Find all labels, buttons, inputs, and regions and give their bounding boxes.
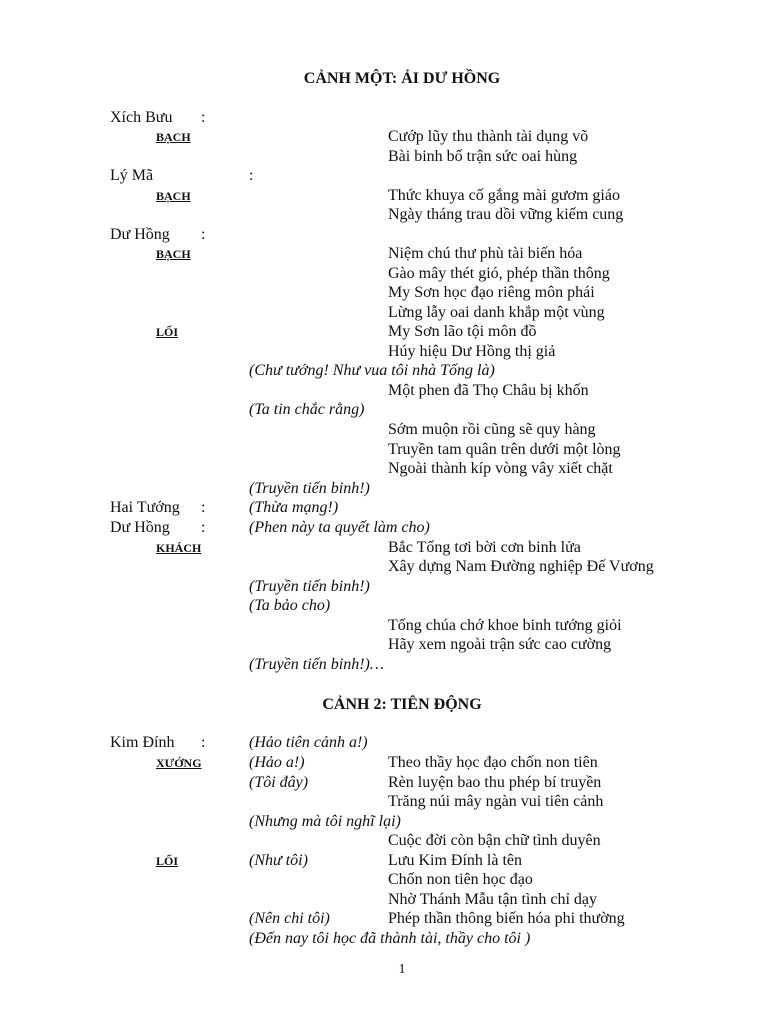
verse-line: Chốn non tiên học đạo — [388, 871, 533, 888]
script-line — [0, 205, 768, 225]
singing-style-tag: BẠCH — [156, 189, 191, 203]
verse-line: Xây dựng Nam Đường nghiệp Đế Vương — [388, 558, 654, 575]
verse-line: Nhờ Thánh Mẫu tận tình chỉ dạy — [388, 891, 598, 908]
spoken-aside: (Ta tin chắc rằng) — [249, 401, 365, 418]
spoken-aside: (Như tôi) — [249, 852, 308, 869]
verse-line: Niệm chú thư phù tài biến hóa — [388, 245, 583, 262]
script-line — [0, 283, 768, 303]
verse-line: Tống chúa chớ khoe binh tướng giỏi — [388, 617, 622, 634]
speaker-name: Dư Hồng — [110, 226, 170, 243]
spoken-aside: (Nhưng mà tôi nghĩ lại) — [249, 813, 401, 830]
script-line — [0, 929, 768, 949]
script-line — [0, 890, 768, 910]
spoken-aside: (Truyền tiến binh!) — [249, 480, 370, 497]
verse-line: Phép thần thông biến hóa phi thường — [388, 910, 625, 927]
spoken-aside: (Hảo tiên cảnh a!) — [249, 734, 368, 751]
script-line — [0, 225, 768, 245]
verse-line: Hãy xem ngoài trận sức cao cường — [388, 636, 612, 653]
speaker-name: Dư Hồng — [110, 519, 170, 536]
verse-line: Rèn luyện bao thu phép bí truyền — [388, 774, 602, 791]
verse-line: Húy hiệu Dư Hồng thị giả — [388, 343, 556, 360]
singing-style-tag: XƯỚNG — [156, 756, 202, 770]
script-line — [0, 342, 768, 362]
verse-line: Gào mây thét gió, phép thần thông — [388, 265, 610, 282]
spoken-aside: (Hảo a!) — [249, 754, 305, 771]
script-line — [0, 812, 768, 832]
script-line — [0, 733, 768, 753]
speaker-name: Lý Mã — [110, 167, 154, 184]
script-line — [0, 538, 768, 558]
verse-line: My Sơn lão tội môn đồ — [388, 323, 537, 340]
script-line — [0, 655, 768, 675]
speaker-name: Hai Tướng — [110, 499, 180, 516]
spoken-aside: (Truyền tiến binh!)… — [249, 656, 385, 673]
script-line — [0, 244, 768, 264]
speaker-colon: : — [201, 499, 206, 516]
verse-line: Cuộc đời còn bận chữ tình duyên — [388, 832, 601, 849]
script-line — [0, 851, 768, 871]
speaker-colon: : — [201, 734, 206, 751]
singing-style-tag: BẠCH — [156, 130, 191, 144]
verse-line: Trăng núi mây ngàn vui tiên cảnh — [388, 793, 604, 810]
verse-line: Lừng lẫy oai danh khắp một vùng — [388, 304, 605, 321]
script-line — [0, 440, 768, 460]
script-line — [0, 557, 768, 577]
spoken-aside: (Ta bảo cho) — [249, 597, 331, 614]
verse-line: Ngày tháng trau dồi vững kiếm cung — [388, 206, 624, 223]
speaker-name: Xích Bưu — [110, 109, 173, 126]
script-line — [0, 108, 768, 128]
script-line — [0, 322, 768, 342]
speaker-colon: : — [201, 226, 206, 243]
verse-line: Bài binh bố trận sức oai hùng — [388, 148, 578, 165]
script-line — [0, 147, 768, 167]
verse-line: Ngoài thành kíp vòng vây xiết chặt — [388, 460, 613, 477]
spoken-aside: (Truyền tiến binh!) — [249, 578, 370, 595]
speaker-colon: : — [201, 519, 206, 536]
script-line — [0, 381, 768, 401]
script-line — [0, 792, 768, 812]
script-line — [0, 518, 768, 538]
script-line — [0, 166, 768, 186]
script-line — [0, 870, 768, 890]
spoken-aside: (Phen này ta quyết làm cho) — [249, 519, 430, 536]
speaker-colon: : — [249, 167, 254, 184]
verse-line: Lưu Kim Đính là tên — [388, 852, 522, 869]
script-line — [0, 753, 768, 773]
script-line — [0, 635, 768, 655]
verse-line: Sớm muộn rồi cũng sẽ quy hàng — [388, 421, 596, 438]
verse-line: Bắc Tống tơi bời cơn binh lửa — [388, 539, 581, 556]
singing-style-tag: BẠCH — [156, 247, 191, 261]
script-line — [0, 498, 768, 518]
singing-style-tag: LỐI — [156, 325, 179, 339]
script-line — [0, 831, 768, 851]
script-line — [0, 459, 768, 479]
script-line — [0, 127, 768, 147]
verse-line: Thức khuya cố gắng mài gươm giáo — [388, 187, 620, 204]
script-line — [0, 616, 768, 636]
scene-1-title: CẢNH MỘT: ẢI DƯ HỒNG — [303, 70, 501, 87]
page-number: 1 — [398, 962, 406, 977]
script-line — [0, 596, 768, 616]
verse-line: Theo thầy học đạo chốn non tiên — [388, 754, 598, 771]
script-line — [0, 773, 768, 793]
singing-style-tag: LỐI — [156, 854, 179, 868]
spoken-aside: (Thừa mạng!) — [249, 499, 339, 516]
script-line — [0, 420, 768, 440]
script-line — [0, 577, 768, 597]
spoken-aside: (Nên chi tôi) — [249, 910, 330, 927]
verse-line: Truyền tam quân trên dưới một lòng — [388, 441, 621, 458]
singing-style-tag: KHÁCH — [156, 541, 202, 555]
verse-line: Một phen đã Thọ Châu bị khốn — [388, 382, 589, 399]
script-line — [0, 264, 768, 284]
script-line — [0, 361, 768, 381]
script-line — [0, 400, 768, 420]
script-line — [0, 909, 768, 929]
script-line — [0, 303, 768, 323]
speaker-colon: : — [201, 109, 206, 126]
spoken-aside: (Tôi đây) — [249, 774, 309, 791]
verse-line: Cướp lũy thu thành tài dụng võ — [388, 128, 589, 145]
script-line — [0, 186, 768, 206]
spoken-aside: (Chư tướng! Như vua tôi nhà Tống là) — [249, 362, 495, 379]
scene-2-title: CẢNH 2: TIÊN ĐỘNG — [322, 696, 482, 713]
spoken-aside: (Đến nay tôi học đã thành tài, thầy cho tôi ) — [249, 930, 531, 947]
speaker-name: Kim Đính — [110, 734, 175, 751]
verse-line: My Sơn học đạo riêng môn phái — [388, 284, 595, 301]
script-line — [0, 479, 768, 499]
